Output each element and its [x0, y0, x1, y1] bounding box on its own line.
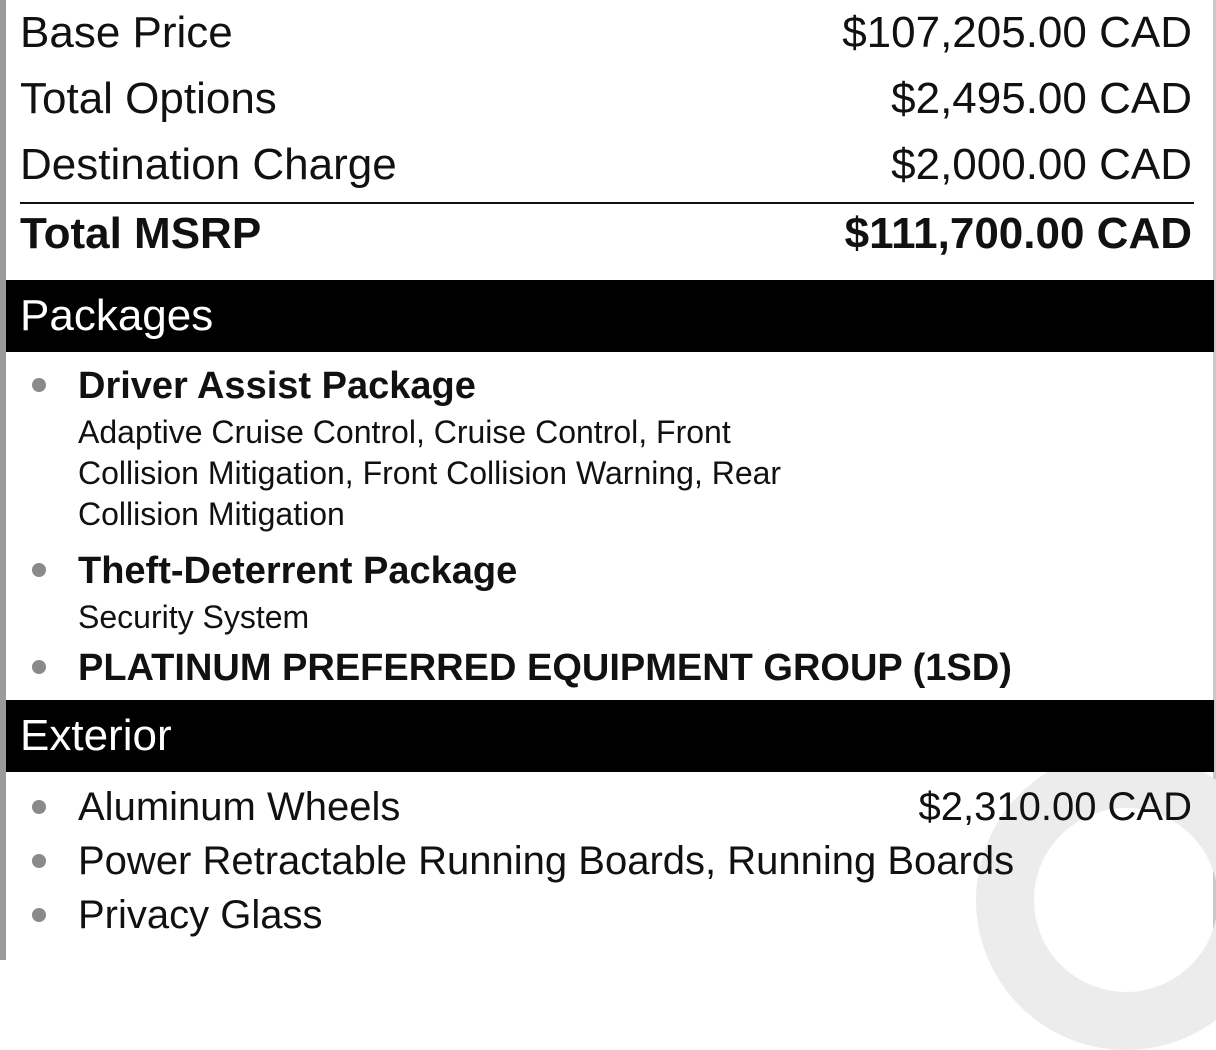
package-description: Security System [78, 599, 310, 635]
bullet-icon [32, 908, 46, 922]
package-description: Adaptive Cruise Control, Cruise Control, Front Collision Mitigation, Front Collision Warning, Rear Collision Mitigation [78, 414, 782, 532]
window-sticker [20, 0, 1192, 942]
package-title: Driver Assist Package [78, 365, 476, 407]
destination-charge-label: Destination Charge [20, 140, 397, 189]
price-summary [20, 0, 1192, 264]
exterior-item-price: $2,310.00 CAD [918, 785, 1192, 829]
package-item [20, 545, 1192, 638]
bullet-icon [32, 660, 46, 674]
total-options-value: $2,495.00 CAD [891, 74, 1192, 123]
base-price-value: $107,205.00 CAD [842, 8, 1192, 57]
packages-list [20, 360, 1192, 694]
bullet-icon [32, 800, 46, 814]
exterior-list [20, 780, 1192, 942]
total-msrp-value: $111,700.00 CAD [844, 209, 1192, 258]
package-item [20, 642, 1192, 694]
bullet-icon [32, 854, 46, 868]
packages-heading: Packages [6, 280, 1214, 352]
exterior-item-name: Privacy Glass [78, 893, 323, 937]
package-item [20, 360, 1192, 535]
destination-charge-value: $2,000.00 CAD [891, 140, 1192, 189]
left-border [0, 0, 6, 960]
exterior-item [20, 780, 1192, 834]
package-title: PLATINUM PREFERRED EQUIPMENT GROUP (1SD) [78, 647, 1012, 689]
total-options-row [20, 66, 1192, 132]
base-price-row [20, 0, 1192, 66]
exterior-item-name: Aluminum Wheels [78, 785, 401, 829]
total-msrp-label: Total MSRP [20, 209, 262, 258]
bullet-icon [32, 378, 46, 392]
exterior-item [20, 834, 1192, 888]
exterior-heading: Exterior [6, 700, 1214, 772]
total-msrp-row [20, 204, 1192, 264]
destination-charge-row [20, 132, 1192, 198]
package-title: Theft-Deterrent Package [78, 550, 518, 592]
exterior-item-name: Power Retractable Running Boards, Running Boards [78, 839, 1015, 883]
bullet-icon [32, 563, 46, 577]
total-options-label: Total Options [20, 74, 277, 123]
exterior-item [20, 888, 1192, 942]
base-price-label: Base Price [20, 8, 233, 57]
